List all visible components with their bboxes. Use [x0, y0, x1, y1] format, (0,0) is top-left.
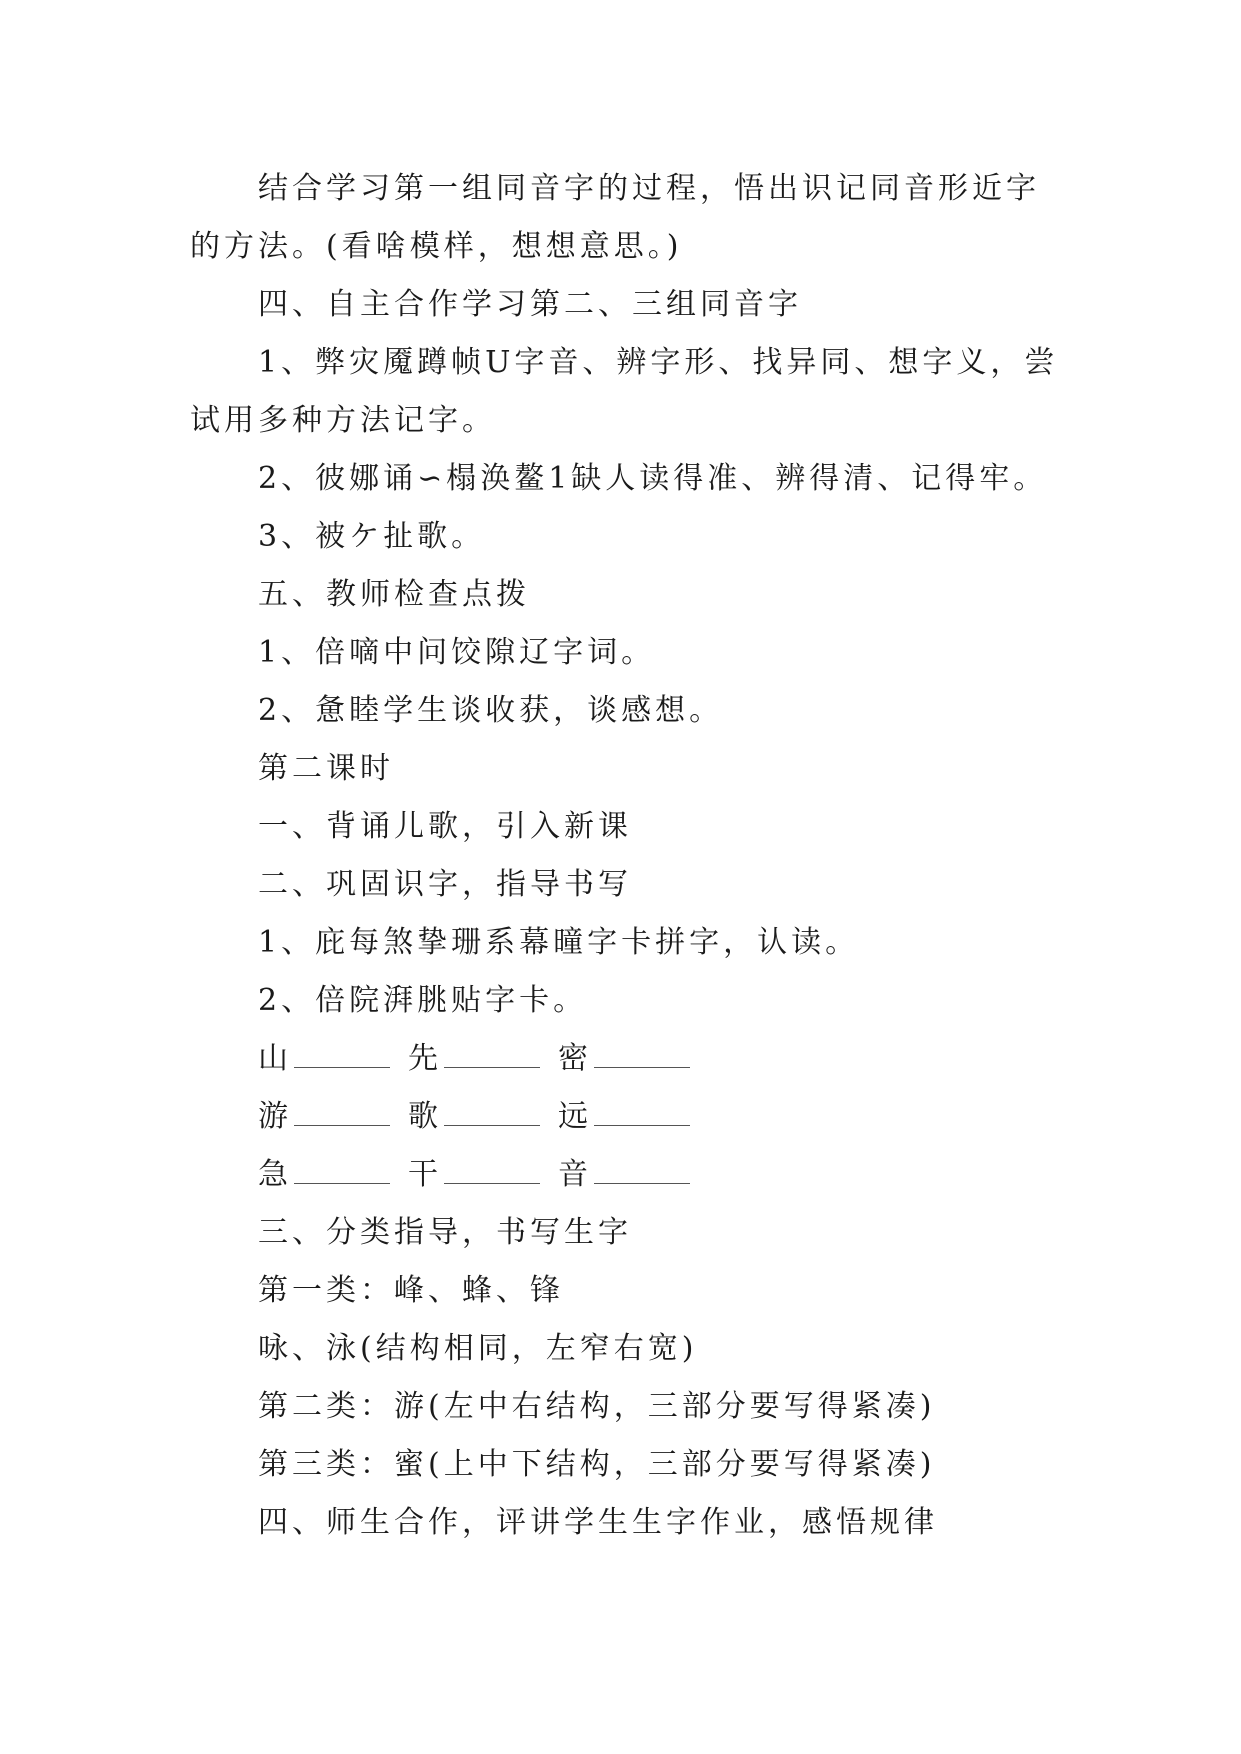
- paragraph-method-summary: 结合学习第一组同音字的过程，悟出识记同音形近字的方法。(看啥模样，想想意思。): [190, 171, 1040, 264]
- blank-line: [444, 1153, 540, 1184]
- blank-char: 急: [258, 1157, 292, 1192]
- blank-char: 密: [558, 1041, 592, 1076]
- blank-char: 远: [558, 1099, 592, 1134]
- fill-blank-row: [190, 1088, 1062, 1146]
- paragraph-category-2: 第二类：游(左中右结构，三部分要写得紧凑): [258, 1389, 936, 1424]
- paragraph-step-3: 3、被ケ扯歌。: [258, 519, 486, 554]
- blank-line: [594, 1153, 690, 1184]
- heading-lesson2-part1: 一、背诵儿歌，引入新课: [258, 809, 632, 844]
- heading-section-four-lesson2: 四、师生合作，评讲学生生字作业，感悟规律: [258, 1505, 938, 1540]
- paragraph-check-1: 1、倍嘀中问饺隙辽字词。: [258, 635, 656, 670]
- heading-section-five: 五、教师检查点拨: [258, 577, 530, 612]
- blank-char: 歌: [408, 1099, 442, 1134]
- paragraph-check-2: 2、惫睦学生谈收获，谈感想。: [258, 693, 724, 728]
- heading-section-four: 四、自主合作学习第二、三组同音字: [258, 287, 802, 322]
- blank-line: [444, 1095, 540, 1126]
- paragraph-step-1: 1、弊灾魇蹲帧U字音、辨字形、找异同、想字义，尝试用多种方法记字。: [190, 345, 1059, 438]
- blank-char: 先: [408, 1041, 442, 1076]
- paragraph-card-1: 1、庇每煞挚珊系幕曈字卡拼字，认读。: [258, 925, 860, 960]
- heading-lesson2-part2: 二、巩固识字，指导书写: [258, 867, 632, 902]
- blank-line: [294, 1037, 390, 1068]
- paragraph-card-2: 2、倍院湃朓贴字卡。: [258, 983, 588, 1018]
- blank-char: 游: [258, 1099, 292, 1134]
- paragraph-step-2: 2、彼娜诵∽榻涣鳌1缺人读得准、辨得清、记得牢。: [258, 461, 1048, 496]
- blank-char: 干: [408, 1157, 442, 1192]
- blank-line: [444, 1037, 540, 1068]
- heading-section-three: 三、分类指导，书写生字: [258, 1215, 632, 1250]
- blank-line: [594, 1095, 690, 1126]
- blank-line: [294, 1153, 390, 1184]
- fill-blank-row: [190, 1146, 1062, 1204]
- paragraph-category-1-cont: 咏、泳(结构相同，左窄右宽): [258, 1331, 698, 1366]
- blank-char: 音: [558, 1157, 592, 1192]
- blank-char: 山: [258, 1041, 292, 1076]
- blank-line: [294, 1095, 390, 1126]
- document-body: [190, 160, 1062, 1552]
- fill-blank-row: [190, 1030, 1062, 1088]
- paragraph-category-3: 第三类：蜜(上中下结构，三部分要写得紧凑): [258, 1447, 936, 1482]
- paragraph-category-1: 第一类：峰、蜂、锋: [258, 1273, 564, 1308]
- heading-second-lesson: 第二课时: [258, 751, 394, 786]
- blank-line: [594, 1037, 690, 1068]
